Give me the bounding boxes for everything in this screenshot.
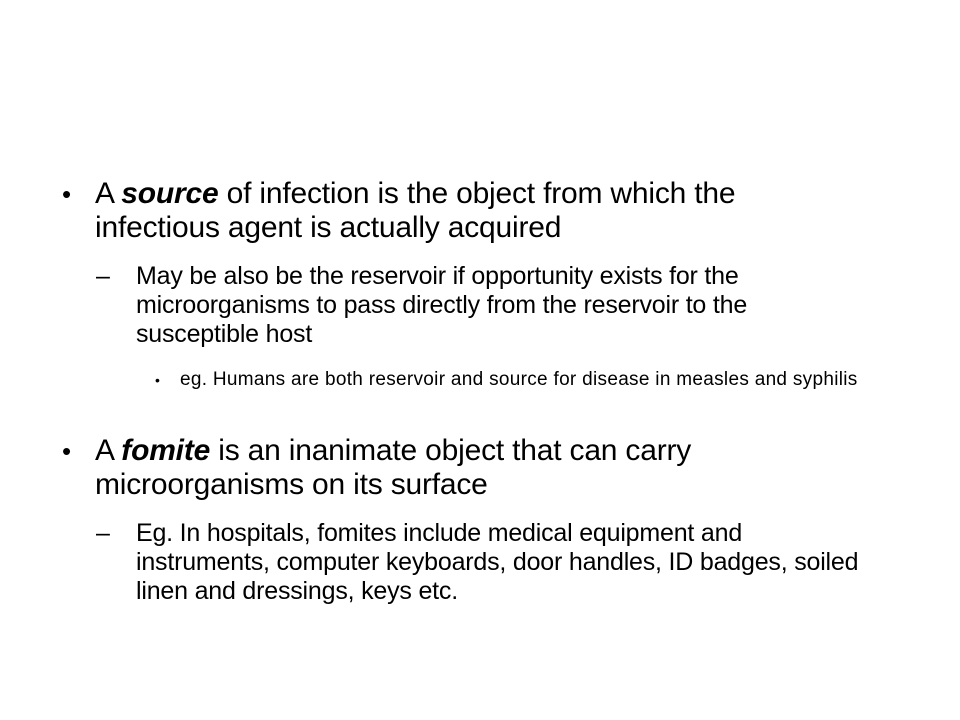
bullet-marker: •	[155, 372, 161, 388]
sub-sub-bullet-example	[155, 369, 865, 391]
bullet-text-before: A	[95, 177, 122, 210]
bullet-source-definition	[62, 177, 852, 245]
bullet-marker: •	[62, 179, 71, 209]
bullet-fomite-definition	[62, 434, 852, 502]
term-fomite: fomite	[121, 434, 211, 467]
sub-bullet-fomite-examples	[96, 519, 866, 606]
dash-marker: –	[96, 262, 110, 290]
sub-bullet-reservoir	[96, 262, 866, 349]
term-source: source	[121, 177, 219, 210]
bullet-text-after: is an inanimate object that can carry microorganisms on its surface	[95, 434, 692, 501]
bullet-text	[95, 434, 852, 502]
sub-bullet-text: May be also be the reservoir if opportunity exists for the microorganisms to pass directly from the reservoir to the susceptible host	[136, 262, 748, 348]
bullet-text-after: of infection is the object from which the infectious agent is actually acquired	[95, 177, 736, 244]
bullet-text	[95, 177, 852, 245]
dash-marker: –	[96, 519, 110, 547]
sub-bullet-text: Eg. In hospitals, fomites include medical equipment and instruments, computer keyboards, door handles, ID badges, soiled linen and dressings, keys etc.	[136, 519, 859, 605]
bullet-marker: •	[62, 436, 71, 466]
example-text: eg. Humans are both reservoir and source for disease in measles and syphilis	[180, 369, 858, 390]
bullet-text-before: A	[95, 434, 122, 467]
